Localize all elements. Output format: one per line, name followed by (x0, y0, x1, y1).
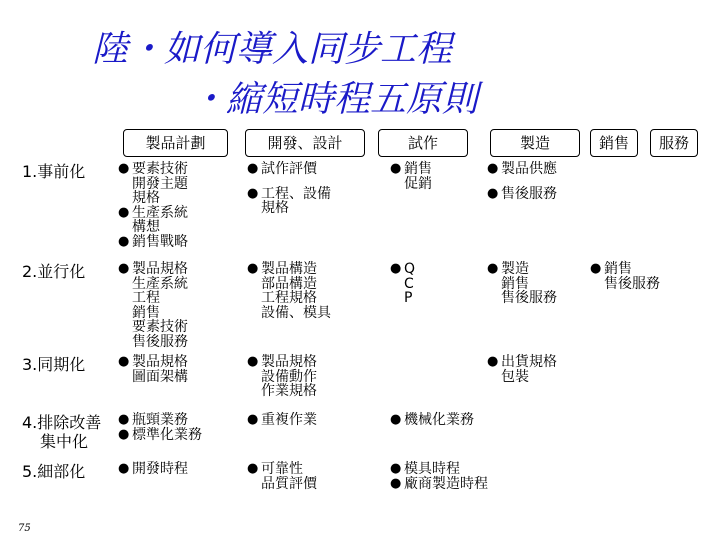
bullet-icon: ● (247, 261, 259, 276)
item-text: 售後服務 (132, 333, 188, 350)
item-text: 構想 (132, 219, 160, 236)
bullet-icon: ● (390, 161, 402, 176)
list-item (247, 162, 331, 177)
row-label-line: 集中化 (40, 432, 89, 451)
bullet-icon: ● (118, 412, 130, 427)
list-item (118, 462, 188, 477)
bullet-icon: ● (247, 161, 259, 176)
bullet-icon: ● (118, 204, 130, 220)
page-number: 75 (18, 523, 31, 534)
item-text: 銷售 (132, 304, 160, 321)
list-item (487, 162, 557, 177)
item-text: 作業規格 (261, 383, 317, 400)
list-item (118, 235, 188, 250)
cell (247, 355, 317, 399)
item-text: 可靠性 (261, 461, 303, 477)
row-label-line: 2.並行化 (22, 262, 86, 281)
list-item (590, 262, 660, 291)
item-text: 製品規格 (132, 354, 188, 370)
item-text: 製品規格 (132, 261, 188, 277)
item-text: 工程、設備 (261, 185, 331, 202)
list-item (118, 355, 188, 384)
cell (247, 462, 317, 491)
bullet-icon: ● (118, 461, 130, 476)
row-label (22, 162, 85, 181)
list-item (390, 262, 415, 306)
item-text: 出貨規格 (501, 354, 557, 370)
item-text: 圖面架構 (132, 368, 188, 385)
item-text: 售後服務 (501, 290, 557, 307)
bullet-icon: ● (390, 475, 402, 491)
row-label (22, 413, 101, 451)
item-text: 開發主題 (132, 175, 188, 192)
list-item (487, 355, 557, 384)
item-text: 部品構造 (261, 275, 317, 292)
list-item (118, 428, 202, 443)
bullet-icon: ● (390, 412, 402, 427)
cell (118, 162, 188, 250)
list-item (390, 162, 432, 191)
item-text: 銷售 (404, 161, 432, 177)
cell (390, 262, 415, 306)
bullet-icon: ● (487, 185, 499, 201)
item-text: 規格 (132, 190, 160, 207)
item-text: 設備動作 (261, 368, 317, 385)
item-text: 製品構造 (261, 261, 317, 277)
bullet-icon: ● (390, 461, 402, 476)
phase-product-planning: 製品計劃 (123, 129, 228, 157)
bullet-icon: ● (487, 261, 499, 276)
cell (487, 262, 557, 306)
row-label (22, 462, 85, 481)
cell (118, 262, 188, 350)
item-text: 工程 (132, 290, 160, 307)
item-text: 品質評價 (261, 475, 317, 492)
cell (390, 462, 488, 491)
cell (487, 162, 557, 201)
item-text: 銷售 (604, 261, 632, 277)
item-text: 廠商製造時程 (404, 475, 488, 492)
row-label-line: 1.事前化 (22, 162, 86, 181)
item-text: 規格 (261, 200, 289, 217)
slide-title-line1: 陸・如何導入同步工程 (92, 29, 453, 70)
cell (390, 162, 432, 191)
list-item (247, 462, 317, 491)
row-label-line: 4.排除改善 (22, 413, 102, 432)
list-item (118, 162, 188, 206)
item-text: 要素技術 (132, 319, 188, 336)
item-text: 工程規格 (261, 290, 317, 307)
item-text: 銷售戰略 (132, 233, 188, 250)
row-label (22, 262, 85, 281)
list-item (118, 413, 202, 428)
phase-service: 服務 (650, 129, 698, 157)
bullet-icon: ● (487, 161, 499, 176)
bullet-icon: ● (118, 426, 130, 442)
item-text: 製造 (501, 261, 529, 277)
list-item (487, 187, 557, 202)
bullet-icon: ● (118, 354, 130, 369)
cell (118, 462, 188, 477)
bullet-icon: ● (247, 461, 259, 476)
bullet-icon: ● (247, 185, 259, 201)
row-label-line: 5.細部化 (22, 462, 86, 481)
item-text: 製品供應 (501, 161, 557, 177)
item-text: 售後服務 (501, 185, 557, 202)
bullet-icon: ● (247, 412, 259, 427)
item-text: 製品規格 (261, 354, 317, 370)
item-text: 開發時程 (132, 461, 188, 477)
list-item (247, 187, 331, 216)
bullet-icon: ● (487, 354, 499, 369)
cell (247, 162, 331, 216)
item-text: C (404, 275, 414, 292)
item-text: 生產系統 (132, 204, 188, 221)
item-text: 重複作業 (261, 412, 317, 428)
item-text: Q (404, 261, 416, 277)
list-item (247, 413, 317, 428)
phase-sales: 銷售 (590, 129, 638, 157)
item-text: 促銷 (404, 175, 432, 192)
list-item (390, 462, 488, 477)
row-label-line: 3.同期化 (22, 355, 86, 374)
cell (247, 413, 317, 428)
list-item (247, 262, 331, 320)
list-item (487, 262, 557, 306)
bullet-icon: ● (118, 161, 130, 176)
item-text: 生產系統 (132, 275, 188, 292)
list-item (118, 262, 188, 350)
item-text: 標準化業務 (132, 426, 202, 443)
item-text: 售後服務 (604, 275, 660, 292)
item-text: 要素技術 (132, 161, 188, 177)
cell (390, 413, 474, 428)
phase-development-design: 開發、設計 (245, 129, 365, 157)
item-text: 包裝 (501, 368, 529, 385)
phase-prototype: 試作 (378, 129, 468, 157)
bullet-icon: ● (390, 261, 402, 276)
slide-title-line2: ・縮短時程五原則 (190, 79, 479, 120)
row-label (22, 355, 85, 374)
bullet-icon: ● (118, 261, 130, 276)
list-item (247, 355, 317, 399)
cell (487, 355, 557, 384)
cell (118, 355, 188, 384)
bullet-icon: ● (247, 354, 259, 369)
item-text: 瓶頸業務 (132, 412, 188, 428)
cell (118, 413, 202, 442)
list-item (390, 477, 488, 492)
item-text: 機械化業務 (404, 412, 474, 428)
item-text: 試作評價 (261, 161, 317, 177)
item-text: 模具時程 (404, 461, 460, 477)
item-text: 銷售 (501, 275, 529, 292)
list-item (118, 206, 188, 235)
bullet-icon: ● (118, 233, 130, 249)
bullet-icon: ● (590, 261, 602, 276)
phase-manufacturing: 製造 (490, 129, 580, 157)
item-text: 設備、模具 (261, 304, 331, 321)
cell (247, 262, 331, 320)
cell (590, 262, 660, 291)
list-item (390, 413, 474, 428)
item-text: P (404, 290, 413, 307)
